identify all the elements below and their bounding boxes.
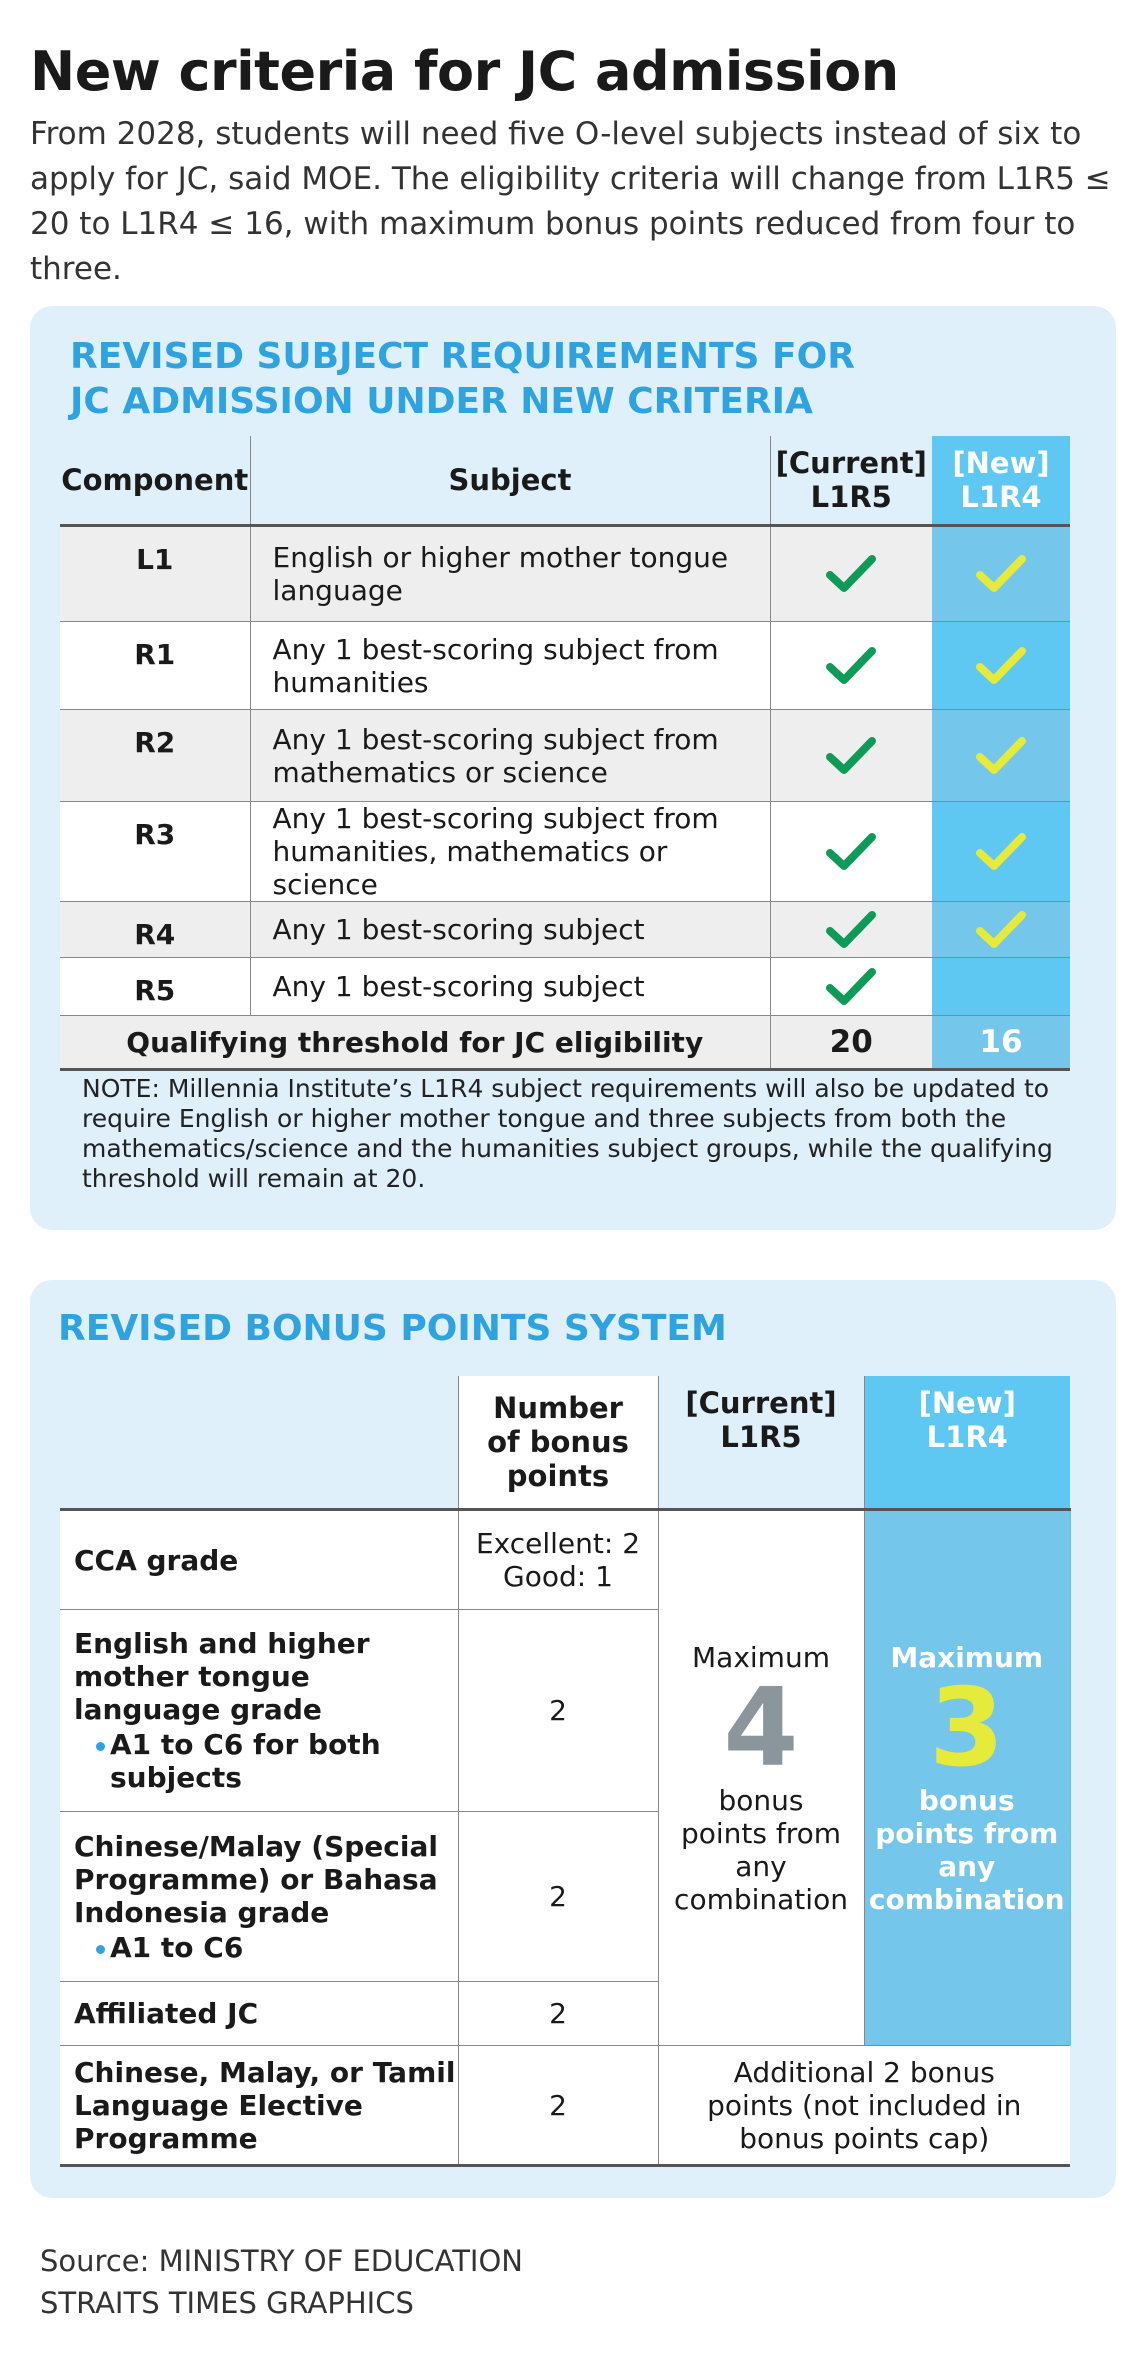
bonus-label: CCA grade <box>60 1510 458 1610</box>
new-cap-line2: bonus <box>918 1783 1015 1817</box>
table-row <box>60 526 1070 622</box>
current-check-cell <box>770 958 932 1016</box>
table-row <box>60 958 1070 1016</box>
subject-cell: Any 1 best-scoring subject <box>250 958 770 1016</box>
header-new-line1: [New] <box>918 1386 1016 1420</box>
header-component: Component <box>60 436 250 526</box>
new-check-cell <box>932 902 1070 958</box>
subject-cell: English or higher mother tongue language <box>250 526 770 622</box>
bonus-label <box>60 1812 458 1982</box>
threshold-new: 16 <box>932 1016 1070 1070</box>
header-current-line1: [Current] <box>685 1386 837 1420</box>
header-new-line2: L1R4 <box>926 1420 1008 1454</box>
bonus-points <box>458 1510 658 1610</box>
header-new-line2: L1R4 <box>960 480 1042 514</box>
table-row <box>60 902 1070 958</box>
component-cell: R5 <box>60 958 250 1016</box>
bonus-label-text: Chinese/Malay (Special Programme) or Bahasa Indonesia grade <box>74 1829 438 1929</box>
table-row <box>60 710 1070 802</box>
bonus-points: 2 <box>458 2046 658 2166</box>
current-cap-line5: combination <box>674 1882 848 1916</box>
header-blank <box>60 1376 458 1510</box>
threshold-label: Qualifying threshold for JC eligibility <box>60 1016 770 1070</box>
elective-extra: Additional 2 bonus points (not included in bonus points cap) <box>658 2046 1070 2166</box>
component-cell: R4 <box>60 902 250 958</box>
table-row <box>60 2046 1070 2166</box>
new-check-cell <box>932 710 1070 802</box>
new-cap-line1: Maximum <box>890 1640 1044 1674</box>
check-icon <box>824 644 878 688</box>
subject-requirements-table <box>60 436 1070 1071</box>
table-row <box>60 1510 1070 1610</box>
bonus-sub-bullet: A1 to C6 for both subjects <box>74 1728 458 1794</box>
millennia-note: NOTE: Millennia Institute’s L1R4 subject requirements will also be updated to require English or higher mother tongue and three subjects from both the mathematics/science and the humanities subject groups, while the qualifying threshold will remain at 20. <box>82 1074 1053 1193</box>
header-current-line2: L1R5 <box>810 480 892 514</box>
check-icon <box>974 644 1028 688</box>
component-cell: R3 <box>60 802 250 902</box>
source-credit <box>40 2240 523 2324</box>
bonus-points-line2: Good: 1 <box>503 1560 613 1593</box>
check-icon <box>824 965 878 1009</box>
header-new-line1: [New] <box>952 446 1050 480</box>
component-cell: R2 <box>60 710 250 802</box>
check-icon <box>824 830 878 874</box>
check-icon <box>824 908 878 952</box>
current-check-cell <box>770 526 932 622</box>
check-icon <box>824 734 878 778</box>
new-cap-line4: any <box>938 1849 996 1883</box>
new-check-cell <box>932 526 1070 622</box>
new-check-cell <box>932 622 1070 710</box>
check-icon <box>974 734 1028 778</box>
bonus-label-text: English and higher mother tongue language grade <box>74 1627 370 1726</box>
bonus-label: Chinese, Malay, or Tamil Language Elective Programme <box>60 2046 458 2166</box>
current-cap-line4: any <box>735 1849 787 1883</box>
new-cap-line3: points from <box>875 1816 1059 1850</box>
new-check-cell <box>932 958 1070 1016</box>
check-icon <box>824 552 878 596</box>
table-row <box>60 802 1070 902</box>
bonus-points-title: REVISED BONUS POINTS SYSTEM <box>58 1308 727 1349</box>
current-cap-number: 4 <box>723 1665 799 1791</box>
header-points-line1: Number <box>493 1391 623 1425</box>
header-current <box>770 436 932 526</box>
table-header-row <box>60 1376 1070 1510</box>
bonus-label: Affiliated JC <box>60 1982 458 2046</box>
current-check-cell <box>770 710 932 802</box>
check-icon <box>974 908 1028 952</box>
source-line2: STRAITS TIMES GRAPHICS <box>40 2286 414 2320</box>
page-title: New criteria for JC admission <box>30 40 899 103</box>
header-points-line2: of bonus <box>487 1425 629 1459</box>
bonus-points-table <box>60 1376 1071 2167</box>
header-new <box>932 436 1070 526</box>
subject-cell: Any 1 best-scoring subject <box>250 902 770 958</box>
bonus-points: 2 <box>458 1812 658 1982</box>
subject-cell: Any 1 best-scoring subject from mathematics or science <box>250 710 770 802</box>
header-points-line3: points <box>506 1459 610 1493</box>
threshold-current: 20 <box>770 1016 932 1070</box>
component-cell: R1 <box>60 622 250 710</box>
title-line-1: REVISED SUBJECT REQUIREMENTS FOR <box>70 336 855 377</box>
header-new <box>864 1376 1070 1510</box>
subject-cell: Any 1 best-scoring subject from humanities <box>250 622 770 710</box>
bonus-label <box>60 1610 458 1812</box>
table-header-row <box>60 436 1070 526</box>
current-cap-cell <box>658 1510 864 2046</box>
current-check-cell <box>770 902 932 958</box>
component-cell: L1 <box>60 526 250 622</box>
subject-cell: Any 1 best-scoring subject from humanities, mathematics or science <box>250 802 770 902</box>
table-row <box>60 622 1070 710</box>
check-icon <box>974 830 1028 874</box>
subject-requirements-title <box>70 334 855 424</box>
bonus-points-panel <box>30 1280 1116 2198</box>
new-cap-cell <box>864 1510 1070 2046</box>
bonus-points-line1: Excellent: 2 <box>475 1527 641 1560</box>
bonus-points: 2 <box>458 1982 658 2046</box>
current-check-cell <box>770 622 932 710</box>
new-cap-number: 3 <box>929 1665 1005 1791</box>
source-line1: Source: MINISTRY OF EDUCATION <box>40 2244 523 2278</box>
threshold-row <box>60 1016 1070 1070</box>
header-subject: Subject <box>250 436 770 526</box>
current-cap-line1: Maximum <box>692 1640 830 1674</box>
current-cap-line2: bonus <box>718 1783 804 1817</box>
title-line-2: JC ADMISSION UNDER NEW CRITERIA <box>70 381 813 422</box>
header-points <box>458 1376 658 1510</box>
bonus-points: 2 <box>458 1610 658 1812</box>
current-cap-line3: points from <box>680 1816 842 1850</box>
intro-text: From 2028, students will need five O-level subjects instead of six to apply for JC, said MOE. The eligibility criteria will change from L1R5 ≤ 20 to L1R4 ≤ 16, with maximum bonus points reduced from four to three. <box>30 116 1111 287</box>
bonus-sub-bullet: A1 to C6 <box>74 1931 458 1964</box>
new-check-cell <box>932 802 1070 902</box>
new-cap-line5: combination <box>868 1882 1065 1916</box>
subject-requirements-panel <box>30 306 1116 1230</box>
header-current <box>658 1376 864 1510</box>
current-check-cell <box>770 802 932 902</box>
header-current-line2: L1R5 <box>720 1420 802 1454</box>
check-icon <box>974 552 1028 596</box>
header-current-line1: [Current] <box>775 446 927 480</box>
